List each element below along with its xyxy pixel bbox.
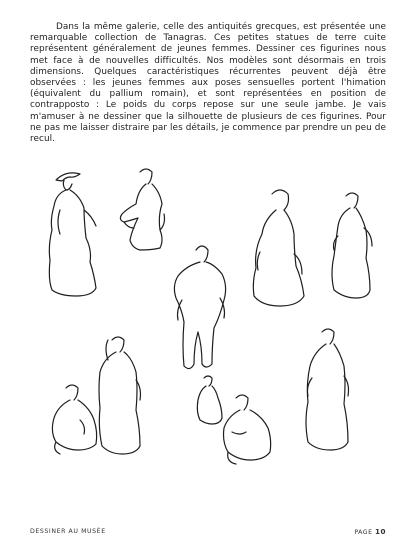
figurine-hat-woman: [49, 173, 96, 296]
footer-book-title: DESSINER AU MUSÉE: [30, 528, 106, 535]
figurine-small-standing: [197, 376, 222, 424]
body-paragraph: Dans la même galerie, celle des antiquités grecques, est présentée une remarquable collection de Tanagras. Ces petites statues de terre cuite représentent généralement de jeunes femmes. Dessiner ces figurines nous met face à de nouvelles difficultés. Nos modèles sont désormais en trois dimensions. Quelques caractéristiques récurrentes peuvent déjà être observées : les jeunes femmes aux poses sensuelles portent l'himation (équivalent du pallium romain), et sont représentées en position de contrapposto : Le poids du corps repose sur une seule jambe. Je vais m'amuser à ne dessiner que la silhouette de plusieurs de ces figurines. Pour ne pas me laisser distraire par les détails, je commence par prendre un peu de recul.: [30, 22, 386, 145]
tanagra-sketches-drawing: [0, 150, 416, 520]
figurine-kneeling-woman: [120, 169, 164, 250]
figurine-crouching-center: [224, 395, 271, 464]
figurine-kneeling-left: [52, 385, 96, 454]
figurine-veiled-woman: [253, 190, 304, 306]
figurine-raised-arm-woman: [99, 337, 141, 454]
figurine-draped-woman-right: [306, 329, 349, 450]
footer-page-number: [354, 527, 386, 536]
figurine-standing-center: [174, 246, 225, 369]
footer-page-value: 10: [374, 527, 386, 536]
tanagra-sketches: [0, 150, 416, 520]
figurine-slender-woman: [332, 193, 372, 298]
footer-page-label: PAGE: [354, 529, 373, 536]
